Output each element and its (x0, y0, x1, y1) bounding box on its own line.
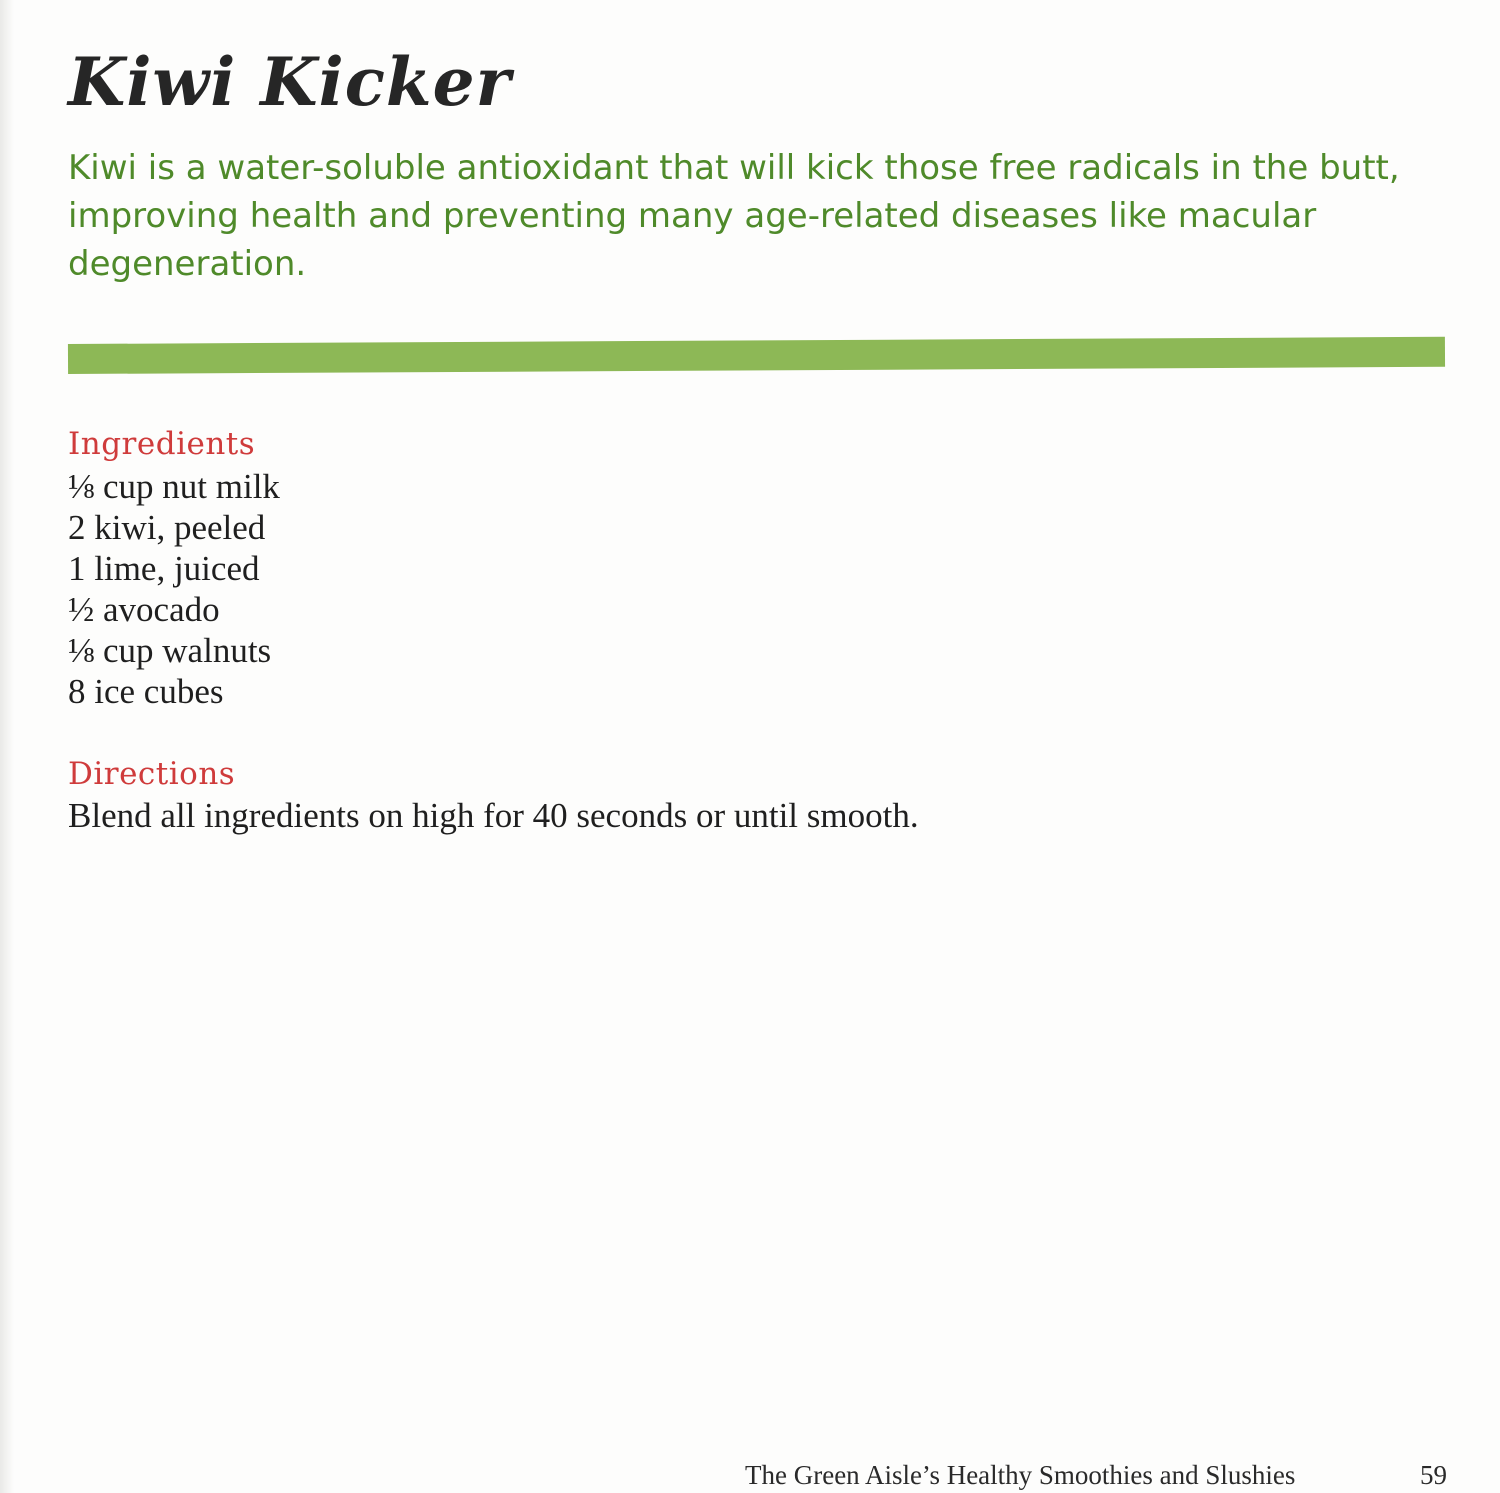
ingredient-item: ⅛ cup nut milk (68, 467, 280, 506)
ingredient-item: 8 ice cubes (68, 672, 224, 711)
running-footer-book-title: The Green Aisle’s Healthy Smoothies and Slushies (745, 1460, 1296, 1490)
ingredient-item: 2 kiwi, peeled (68, 508, 266, 547)
page-number: 59 (1420, 1460, 1447, 1490)
ingredients-heading: Ingredients (68, 426, 256, 462)
recipe-intro: Kiwi is a water-soluble antioxidant that will kick those free radicals in the butt, improving health and preventing many age-related diseases like macular degeneration. (68, 148, 1400, 284)
section-divider-bar (68, 337, 1445, 374)
ingredients-list (68, 466, 280, 712)
directions-text: Blend all ingredients on high for 40 seconds or until smooth. (68, 796, 919, 835)
ingredient-item: ⅛ cup walnuts (68, 631, 272, 670)
page-gutter-shadow (0, 0, 14, 1493)
ingredient-item: ½ avocado (68, 590, 220, 629)
directions-heading: Directions (68, 756, 236, 792)
ingredient-item: 1 lime, juiced (68, 549, 260, 588)
recipe-title: Kiwi Kicker (68, 43, 512, 121)
